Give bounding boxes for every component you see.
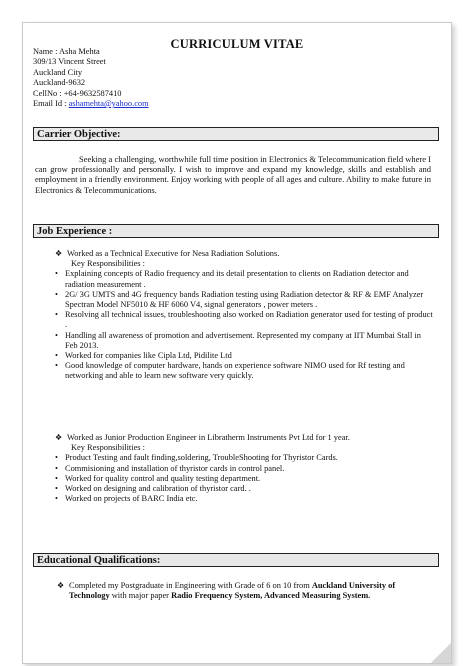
document-title: CURRICULUM VITAE <box>170 37 304 51</box>
education-entry <box>57 581 429 601</box>
diamond-bullet-icon: ❖ <box>55 249 63 258</box>
list-item: • Handling all awareness of promotion and advertisement. Represented my company at IIT Mumbai Stall in Feb 2013. <box>55 331 433 351</box>
diamond-bullet-icon: ❖ <box>55 433 63 442</box>
contact-email-row <box>33 99 149 109</box>
list-item: • 2G/ 3G UMTS and 4G frequency bands Radiation testing using Radiation detector & RF & EMF Analyzer Spectran Model NF5010 & HF 6060 V4, signal generators , power meters . <box>55 290 433 310</box>
job-1-title: Worked as a Technical Executive for Nesa Radiation Solutions. <box>67 249 280 258</box>
job-1-responsibility-list <box>55 269 433 381</box>
diamond-bullet-icon: ❖ <box>57 581 65 590</box>
contact-address-line-1: 309/13 Vincent Street <box>33 57 106 67</box>
job-2-title: Worked as Junior Production Engineer in Libratherm Instruments Pvt Ltd for 1 year. <box>67 433 350 442</box>
list-item: • Commisioning and installation of thyristor cards in control panel. <box>55 464 433 474</box>
job-1 <box>55 249 433 382</box>
job-1-key-responsibilities: Key Responsibilities : <box>71 259 145 269</box>
list-item: • Explaining concepts of Radio frequency and its detail presentation to clients on Radiation detector and radiation measurement . <box>55 269 433 289</box>
education-papers: Radio Frequency System, Advanced Measuring System. <box>171 591 371 601</box>
list-item: • Good knowledge of computer hardware, hands on experience software NIMO used for Rf testing and networking and able to learn new software very quickly. <box>55 361 433 381</box>
job-2-title-row <box>55 433 433 443</box>
email-link[interactable]: ashamehta@yahoo.com <box>68 99 149 109</box>
contact-address-line-2: Auckland City <box>33 67 83 77</box>
list-item: • Worked for companies like Cipla Ltd, Pidilite Ltd <box>55 351 433 361</box>
job-1-title-row <box>55 249 433 259</box>
list-item: • Worked on designing and calibration of thyristor card. . <box>55 484 433 494</box>
cv-page <box>22 22 452 664</box>
job-2 <box>55 433 433 504</box>
objective-heading: Carrier Objective: <box>33 127 439 141</box>
job-2-responsibility-list <box>55 453 433 504</box>
experience-heading: Job Experience : <box>33 224 439 238</box>
contact-name: Name : Asha Mehta <box>33 47 100 56</box>
objective-text: Seeking a challenging, worthwhile full time position in Electronics & Telecommunication field where I can grow professionally and personally. I wish to improve and expand my knowledge, skills and establish and employment in a friendly environment. Enjoy working with people of all ages and culture. Ability to make future in Electronics & Telecommunications. <box>35 154 431 195</box>
job-2-key-responsibilities: Key Responsibilities : <box>71 443 145 453</box>
contact-block <box>33 47 149 109</box>
education-university: Auckland University of Technology <box>69 581 396 601</box>
page-curl <box>431 643 451 663</box>
list-item: • Worked for quality control and quality testing department. <box>55 474 433 484</box>
contact-address-line-3: Auckland-9632 <box>33 78 86 88</box>
education-text-part-2: with major paper <box>109 591 172 601</box>
contact-cell: CellNo : +64-9632587410 <box>33 88 122 98</box>
education-text-part-1: Completed my Postgraduate in Engineering with Grade of 6 on 10 from <box>69 581 312 590</box>
list-item: • Resolving all technical issues, troubleshooting also worked on Radiation generator used for testing of product . <box>55 310 433 330</box>
email-label: Email Id : <box>33 99 67 109</box>
list-item: • Product Testing and fault finding,soldering, TroubleShooting for Thyristor Cards. <box>55 453 433 463</box>
education-heading: Educational Qualifications: <box>33 553 439 567</box>
list-item: • Worked on projects of BARC India etc. <box>55 494 433 504</box>
